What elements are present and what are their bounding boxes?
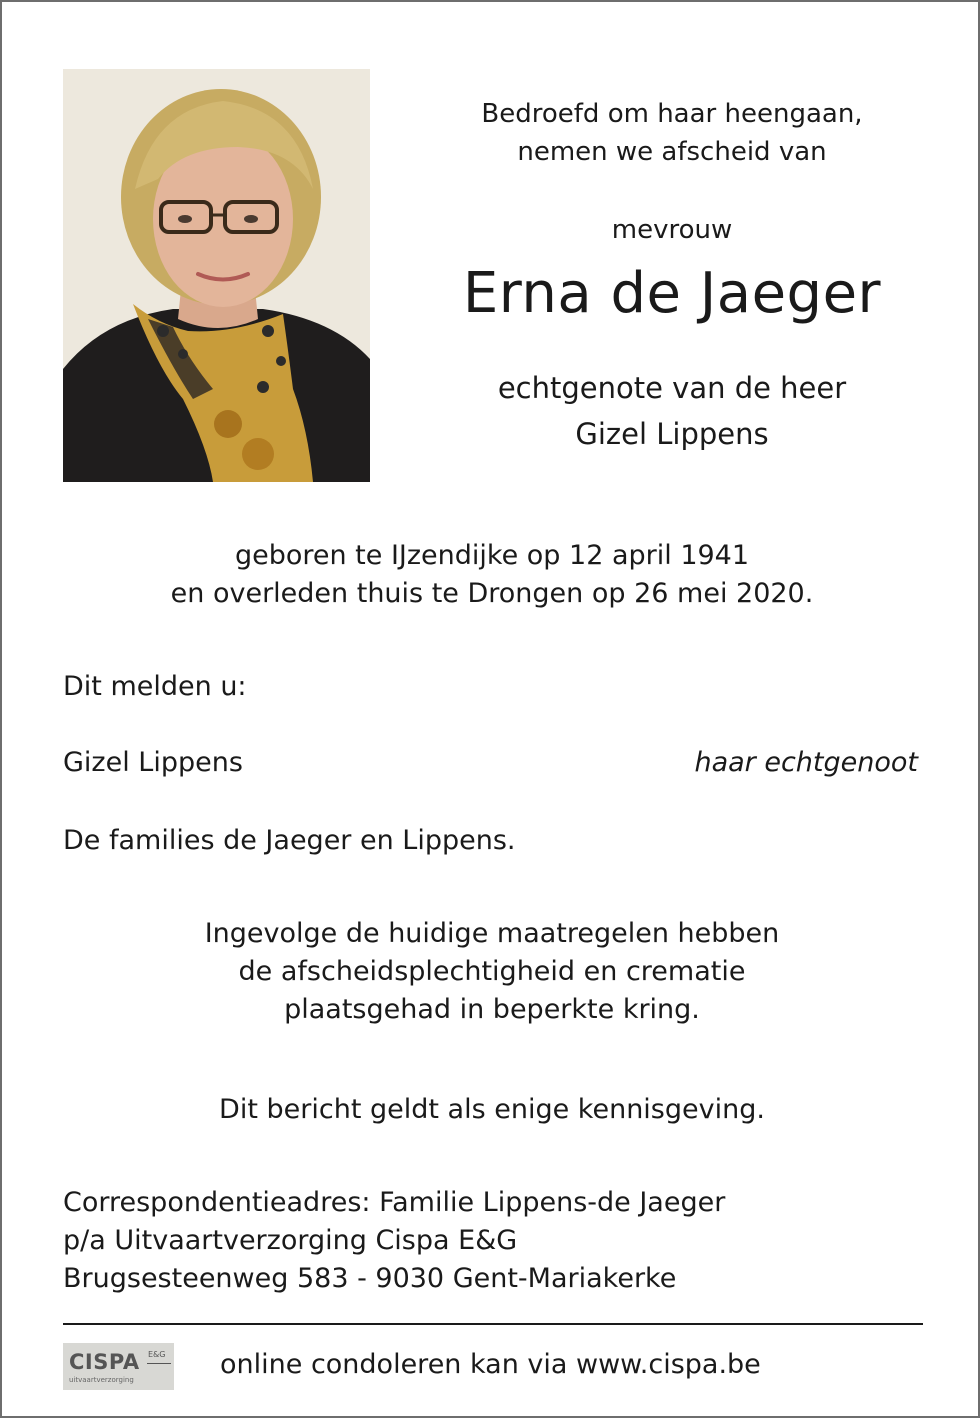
logo-tagline: uitvaartverzorging: [69, 1376, 134, 1384]
only-notice-line: Dit bericht geldt als enige kennisgeving.: [219, 1094, 765, 1125]
logo-rule: [147, 1363, 171, 1364]
title-prefix: mevrouw: [611, 215, 733, 245]
cispa-logo: [63, 1343, 174, 1390]
address-line-3: Brugsesteenweg 583 - 9030 Gent-Mariakerke: [63, 1263, 677, 1294]
death-line: en overleden thuis te Drongen op 26 mei 2020.: [170, 578, 814, 609]
footer-divider: [63, 1323, 923, 1325]
portrait-illustration: [63, 69, 370, 482]
notice-line-2: de afscheidsplechtigheid en crematie: [238, 956, 746, 987]
announcer-name: Gizel Lippens: [63, 747, 243, 778]
logo-superscript: E&G: [148, 1350, 166, 1359]
address-line-1: Correspondentieadres: Familie Lippens-de Jaeger: [63, 1187, 726, 1218]
address-line-2: p/a Uitvaartverzorging Cispa E&G: [63, 1225, 518, 1256]
announcers-intro: Dit melden u:: [63, 671, 247, 702]
families-line: De families de Jaeger en Lippens.: [63, 825, 516, 856]
notice-line-3: plaatsgehad in beperkte kring.: [284, 994, 700, 1025]
logo-wordmark: CISPA: [69, 1350, 140, 1374]
spouse-line: echtgenote van de heer: [497, 371, 847, 405]
spouse-name: Gizel Lippens: [575, 417, 769, 451]
grief-line-2: nemen we afscheid van: [517, 137, 827, 167]
announcer-role: haar echtgenoot: [694, 747, 918, 778]
online-condolence-text[interactable]: online condoleren kan via www.cispa.be: [220, 1349, 761, 1380]
grief-line-1: Bedroefd om haar heengaan,: [481, 99, 863, 129]
portrait-photo: [63, 69, 370, 482]
birth-line: geboren te IJzendijke op 12 april 1941: [234, 540, 750, 571]
deceased-name: Erna de Jaeger: [462, 261, 882, 326]
notice-line-1: Ingevolge de huidige maatregelen hebben: [204, 918, 780, 949]
